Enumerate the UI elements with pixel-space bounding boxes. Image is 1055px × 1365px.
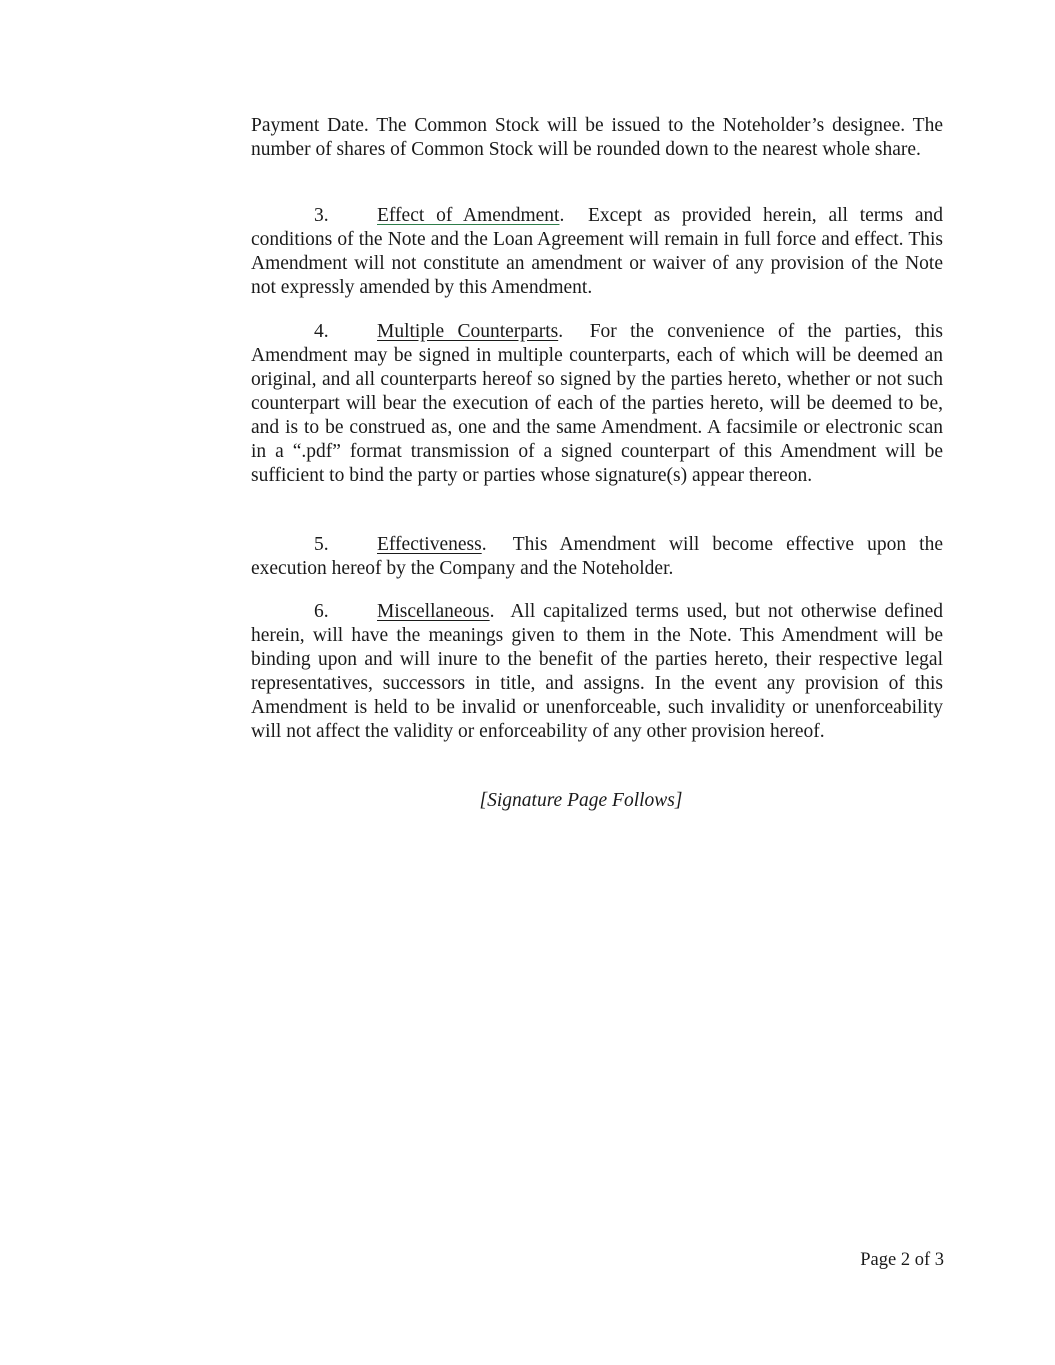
heading-period: . — [489, 601, 511, 622]
signature-page-follows: [Signature Page Follows] — [479, 790, 683, 811]
section-number: 4. — [314, 321, 329, 342]
section-body: This Amendment will become effective upon the execution hereof by the Company and the Noteholder. — [251, 534, 943, 579]
section-number: 5. — [314, 534, 329, 555]
continuation-paragraph: Payment Date. The Common Stock will be issued to the Noteholder’s designee. The number of shares of Common Stock will be rounded down to the nearest whole share. — [251, 115, 943, 160]
section-body: All capitalized terms used, but not otherwise defined herein, will have the meanings given to them in the Note. This Amendment will be binding upon and will inure to the benefit of the parties hereto, their respective legal representatives, successors in title, and assigns. In the event any provision of this Amendment is held to be invalid or unenforceable, such invalidity or unenforceability will not affect the validity or enforceability of any other provision hereof. — [251, 601, 943, 742]
section-heading: Miscellaneous — [377, 601, 490, 622]
section-multiple-counterparts — [251, 320, 943, 488]
heading-period: . — [558, 321, 590, 342]
page-number: Page 2 of 3 — [860, 1250, 944, 1270]
heading-period: . — [559, 205, 588, 226]
section-miscellaneous — [251, 600, 943, 744]
section-heading: Multiple Counterparts — [377, 321, 559, 342]
section-heading: Effect of Amendment — [377, 205, 560, 226]
section-effectiveness — [251, 533, 943, 581]
section-body: Except as provided herein, all terms and conditions of the Note and the Loan Agreement will remain in full force and effect. This Amendment will not constitute an amendment or waiver of any provision of the Note not expressly amended by this Amendment. — [251, 205, 944, 298]
section-heading: Effectiveness — [377, 534, 482, 555]
heading-period: . — [481, 534, 513, 555]
section-body: For the convenience of the parties, this Amendment may be signed in multiple counterparts, each of which will be deemed an original, and all counterparts hereof so signed by the parties hereto, whether or not such counterpart will bear the execution of each of the parties hereto, will be deemed to be, and is to be construed as, one and the same Amendment. A facsimile or electronic scan in a “.pdf” format transmission of a signed counterpart of this Amendment will be sufficient to bind the party or parties whose signature(s) appear thereon. — [251, 321, 943, 486]
section-number: 6. — [314, 601, 329, 622]
section-number: 3. — [314, 205, 329, 226]
section-effect-of-amendment — [251, 204, 943, 300]
